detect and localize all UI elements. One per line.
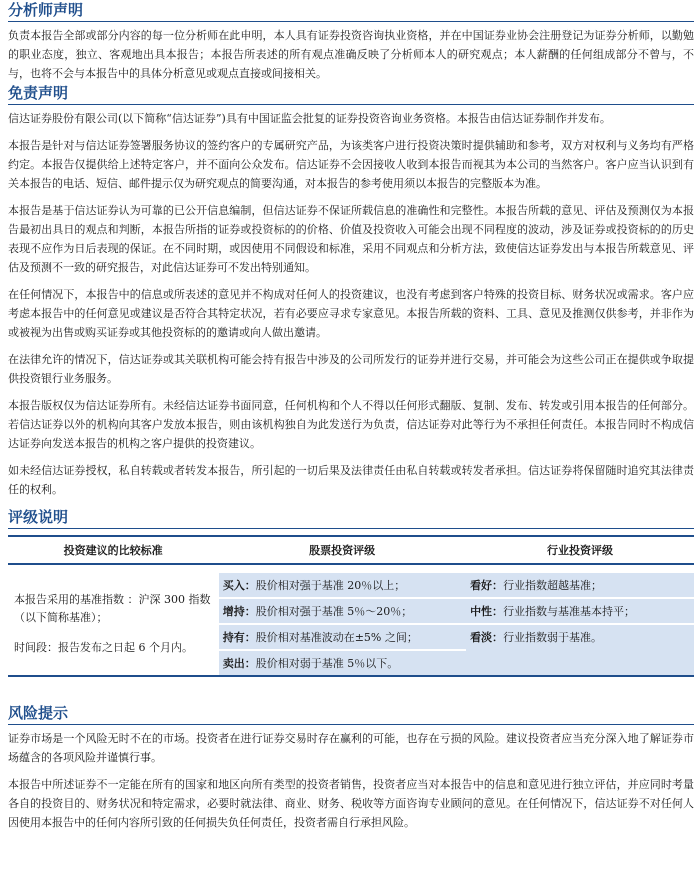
stock-rating-overweight: [218, 598, 466, 624]
risk-paragraph: 证券市场是一个风险无时不在的市场。投资者在进行证券交易时存在赢利的可能，也存在亏损的风险。建议投资者应当充分深入地了解证券市场蕴含的各项风险并谨慎行事。: [8, 732, 694, 764]
analyst-statement-heading: 分析师声明: [8, 0, 694, 22]
industry-rating-desc: 行业指数弱于基准。: [503, 631, 603, 644]
industry-rating-negative: [466, 624, 694, 676]
comparison-standard-cell: [8, 573, 218, 676]
risk-paragraph: 本报告中所述证券不一定能在所有的国家和地区向所有类型的投资者销售，投资者应当对本报告中的信息和意见进行独立评估，并应同时考量各自的投资目的、财务状况和特定需求，必要时就法律、商业、财务、税收等方面咨询专业顾问的意见。在任何情况下，信达证券不对任何人因使用本报告中的任何内容所引致的任何损失负任何责任，投资者需自行承担风险。: [8, 778, 694, 829]
disclaimer-heading: 免责声明: [8, 83, 694, 105]
stock-rating-label: 卖出：: [222, 657, 256, 670]
disclaimer-paragraph: 在法律允许的情况下，信达证券或其关联机构可能会持有报告中涉及的公司所发行的证券并进行交易，并可能会为这些公司正在提供或争取提供投资银行业务服务。: [8, 353, 694, 385]
stock-rating-hold: [218, 624, 466, 650]
stock-rating-desc: 股价相对强于基准 20％以上；: [255, 579, 406, 592]
col-header-standard: 投资建议的比较标准: [8, 536, 218, 564]
time-period-text: 时间段：报告发布之日起 6 个月内。: [14, 641, 193, 654]
disclaimer-paragraph: 本报告版权仅为信达证券所有。未经信达证券书面同意，任何机构和个人不得以任何形式翻版、复制、发布、转发或引用本报告的任何部分。若信达证券以外的机构向其客户发放本报告，则由该机构独自为此发送行为负责，信达证券对此等行为不承担任何责任。本报告同时不构成信达证券向发送本报告的机构之客户提供的投资建议。: [8, 399, 694, 450]
disclaimer-paragraph: 信达证券股份有限公司(以下简称“信达证券”)具有中国证监会批复的证券投资咨询业务资格。本报告由信达证券制作并发布。: [8, 112, 611, 125]
industry-rating-neutral: [466, 598, 694, 624]
industry-rating-positive: [466, 573, 694, 598]
stock-rating-buy: [218, 573, 466, 598]
analyst-statement-text: 负责本报告全部或部分内容的每一位分析师在此申明，本人具有证券投资咨询执业资格，并在中国证券业协会注册登记为证券分析师，以勤勉的职业态度，独立、客观地出具本报告；本报告所表述的所有观点准确反映了分析师本人的研究观点；本人薪酬的任何组成部分不曾与，不与，也将不会与本报告中的具体分析意见或观点直接或间接相关。: [8, 29, 694, 80]
industry-rating-label: 看好：: [470, 579, 504, 592]
disclaimer-paragraph: 本报告是基于信达证券认为可靠的已公开信息编制，但信达证券不保证所载信息的准确性和完整性。本报告所载的意见、评估及预测仅为本报告最初出具日的观点和判断，本报告所指的证券或投资标的的价格、价值及投资收入可能会出现不同程度的波动，涉及证券或投资标的的历史表现不应作为日后表现的保证。在不同时期，或因使用不同假设和标准，采用不同观点和分析方法，致使信达证券发出与本报告所载意见、评估及预测不一致的研究报告，对此信达证券可不发出特别通知。: [8, 204, 694, 274]
col-header-industry-rating: 行业投资评级: [466, 536, 694, 564]
benchmark-index-text: 本报告采用的基准指数 ：沪深 300 指数（以下简称基准）；: [14, 593, 211, 624]
industry-rating-desc: 行业指数超越基准；: [503, 579, 603, 592]
stock-rating-sell: [218, 650, 466, 676]
risk-heading: 风险提示: [8, 703, 694, 725]
stock-rating-label: 增持：: [222, 605, 256, 618]
stock-rating-desc: 股价相对弱于基准 5％以下。: [255, 657, 399, 670]
stock-rating-label: 持有：: [222, 631, 256, 644]
stock-rating-desc: 股价相对强于基准 5％～20％；: [255, 605, 413, 618]
disclaimer-paragraph: 如未经信达证券授权，私自转载或者转发本报告，所引起的一切后果及法律责任由私自转载或转发者承担。信达证券将保留随时追究其法律责任的权利。: [8, 464, 694, 496]
industry-rating-desc: 行业指数与基准基本持平；: [503, 605, 636, 618]
industry-rating-label: 看淡：: [470, 631, 504, 644]
rating-table: [8, 535, 694, 677]
stock-rating-desc: 股价相对基准波动在±5% 之间；: [255, 631, 418, 644]
rating-heading: 评级说明: [8, 507, 694, 529]
col-header-stock-rating: 股票投资评级: [218, 536, 466, 564]
disclaimer-paragraph: 本报告是针对与信达证券签署服务协议的签约客户的专属研究产品，为该类客户进行投资决策时提供辅助和参考，双方对权利与义务均有严格约定。本报告仅提供给上述特定客户，并不面向公众发布。信达证券不会因接收人收到本报告而视其为本公司的当然客户。客户应当认识到有关本报告的电话、短信、邮件提示仅为研究观点的简要沟通，对本报告的参考使用须以本报告的完整版本为准。: [8, 139, 694, 190]
industry-rating-label: 中性：: [470, 605, 504, 618]
stock-rating-label: 买入：: [222, 579, 256, 592]
disclaimer-paragraph: 在任何情况下，本报告中的信息或所表述的意见并不构成对任何人的投资建议，也没有考虑到客户特殊的投资目标、财务状况或需求。客户应考虑本报告中的任何意见或建议是否符合其特定状况，若有必要应寻求专家意见。本报告所载的资料、工具、意见及推测仅供参考，并非作为或被视为出售或购买证券或其他投资标的的邀请或向人做出邀请。: [8, 288, 694, 339]
